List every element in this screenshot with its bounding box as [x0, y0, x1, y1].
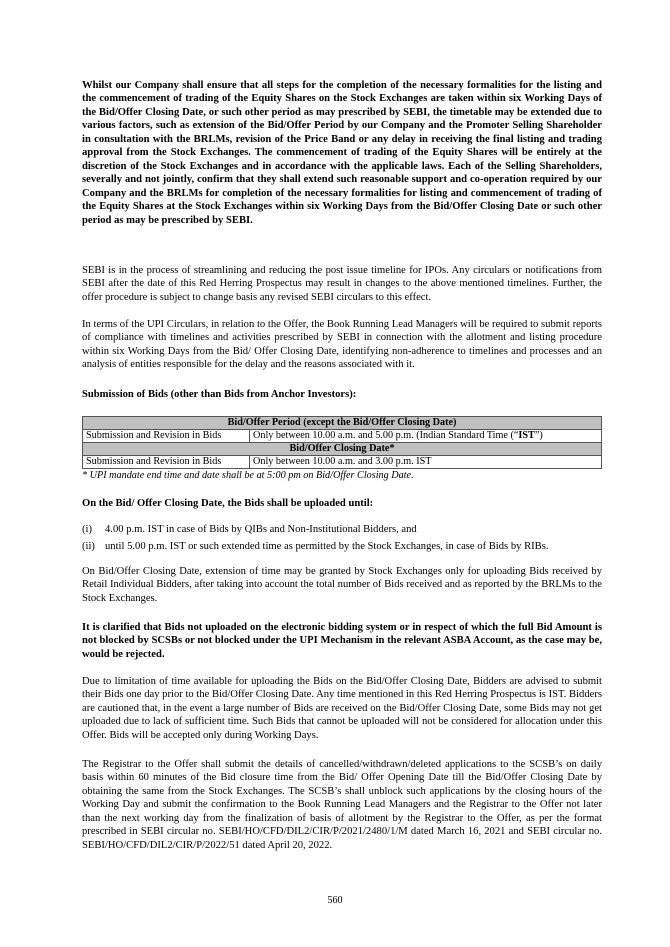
table-row [83, 456, 602, 469]
table-header-closing-date: Bid/Offer Closing Date* [83, 443, 602, 456]
bid-timing-table [82, 416, 602, 469]
heading-closing-date-upload: On the Bid/ Offer Closing Date, the Bids shall be uploaded until: [82, 498, 374, 509]
paragraph-extension: On Bid/Offer Closing Date, extension of time may be granted by Stock Exchanges only for uploading Bids received by Retail Individual Bidders, after taking into account the total number of Bids received and as reported by the BRLMs to the Stock Exchanges. [82, 566, 602, 604]
table-cell: Submission and Revision in Bids [83, 430, 250, 443]
table-cell: Only between 10.00 a.m. and 3.00 p.m. IST [250, 456, 602, 469]
paragraph-sebi-streamlining: SEBI is in the process of streamlining and reducing the post issue timeline for IPOs. Any circulars or notifications from SEBI after the date of this Red Herring Prospectus may result in changes to the above mentioned timelines. Further, the offer procedure is subject to change basis any revised SEBI circulars to this effect. [82, 265, 602, 303]
paragraph-time-limitation: Due to limitation of time available for uploading the Bids on the Bid/Offer Closing Date, Bidders are advised to submit their Bids one day prior to the Bid/Offer Closing Date. Any time mentioned in this Red Herring Prospectus is IST. Bidders are cautioned that, in the event a large number of Bids are received on the Bid/Offer Closing Date, some Bids may not get uploaded due to lack of sufficient time. Such Bids that cannot be uploaded will not be considered for allocation under this Offer. Bids will be accepted only during Working Days. [82, 676, 602, 741]
paragraph-rejection: It is clarified that Bids not uploaded on the electronic bidding system or in respect of which the full Bid Amount is not blocked by SCSBs or not blocked under the UPI Mechanism in the relevant ASBA Account, as the case may be, would be rejected. [82, 622, 602, 660]
table-cell: Only between 10.00 a.m. and 5.00 p.m. (Indian Standard Time (“IST”) [250, 430, 602, 443]
list-item: (i) 4.00 p.m. IST in case of Bids by QIBs and Non-Institutional Bidders, and [82, 524, 417, 535]
paragraph-registrar: The Registrar to the Offer shall submit the details of cancelled/withdrawn/deleted applications to the SCSB’s on daily basis within 60 minutes of the Bid closure time from the Bid/ Offer Opening Date till the Bid/Offer Closing Date by obtaining the same from the Stock Exchanges. The SCSB’s shall unblock such applications by the closing hours of the Working Day and submit the confirmation to the Book Running Lead Managers and the Registrar to the Offer not later than the next working day from the finalization of basis of allotment by the Registrar to the Offer, as per the format prescribed in SEBI circular no. SEBI/HO/CFD/DIL2/CIR/P/2021/2480/1/M dated March 16, 2021 and SEBI circular no. SEBI/HO/CFD/DIL2/CIR/P/2022/51 dated April 20, 2022. [82, 759, 602, 851]
table-footnote: * UPI mandate end time and date shall be at 5:00 pm on Bid/Offer Closing Date. [82, 470, 414, 481]
paragraph-upi-circulars: In terms of the UPI Circulars, in relation to the Offer, the Book Running Lead Managers will be required to submit reports of compliance with timelines and activities prescribed by SEBI in connection with the allotment and listing procedure within six Working Days from the Bid/ Offer Closing Date, identifying non-adherence to timelines and processes and an analysis of entities responsible for the delay and the reasons associated with it. [82, 319, 602, 371]
list-item: (ii) until 5.00 p.m. IST or such extended time as permitted by the Stock Exchanges, in case of Bids by RIBs. [82, 541, 549, 552]
heading-submission-of-bids: Submission of Bids (other than Bids from Anchor Investors): [82, 389, 357, 400]
table-cell: Submission and Revision in Bids [83, 456, 250, 469]
table-header-bid-period: Bid/Offer Period (except the Bid/Offer Closing Date) [83, 417, 602, 430]
paragraph-listing-timeline: Whilst our Company shall ensure that all steps for the completion of the necessary formalities for the listing and the commencement of trading of the Equity Shares on the Stock Exchanges are taken within six Working Days of the Bid/Offer Closing Date, or such other period as may prescribed by SEBI, the timetable may be extended due to various factors, such as extension of the Bid/Offer Period by our Company and the Promoter Selling Shareholder in consultation with the BRLMs, revision of the Price Band or any delay in receiving the final listing and trading approval from the Stock Exchanges. The commencement of trading of the Equity Shares will be entirely at the discretion of the Stock Exchanges and in accordance with the applicable laws. Each of the Selling Shareholders, severally and not jointly, confirm that they shall extend such reasonable support and co-operation required by our Company and the BRLMs for completion of the necessary formalities for listing and commencement of trading of the Equity Shares at the Stock Exchanges within six Working Days from the Bid/Offer Closing Date or such other period as may be prescribed by SEBI. [82, 80, 602, 226]
table-row [83, 430, 602, 443]
page-number: 560 [327, 895, 343, 906]
